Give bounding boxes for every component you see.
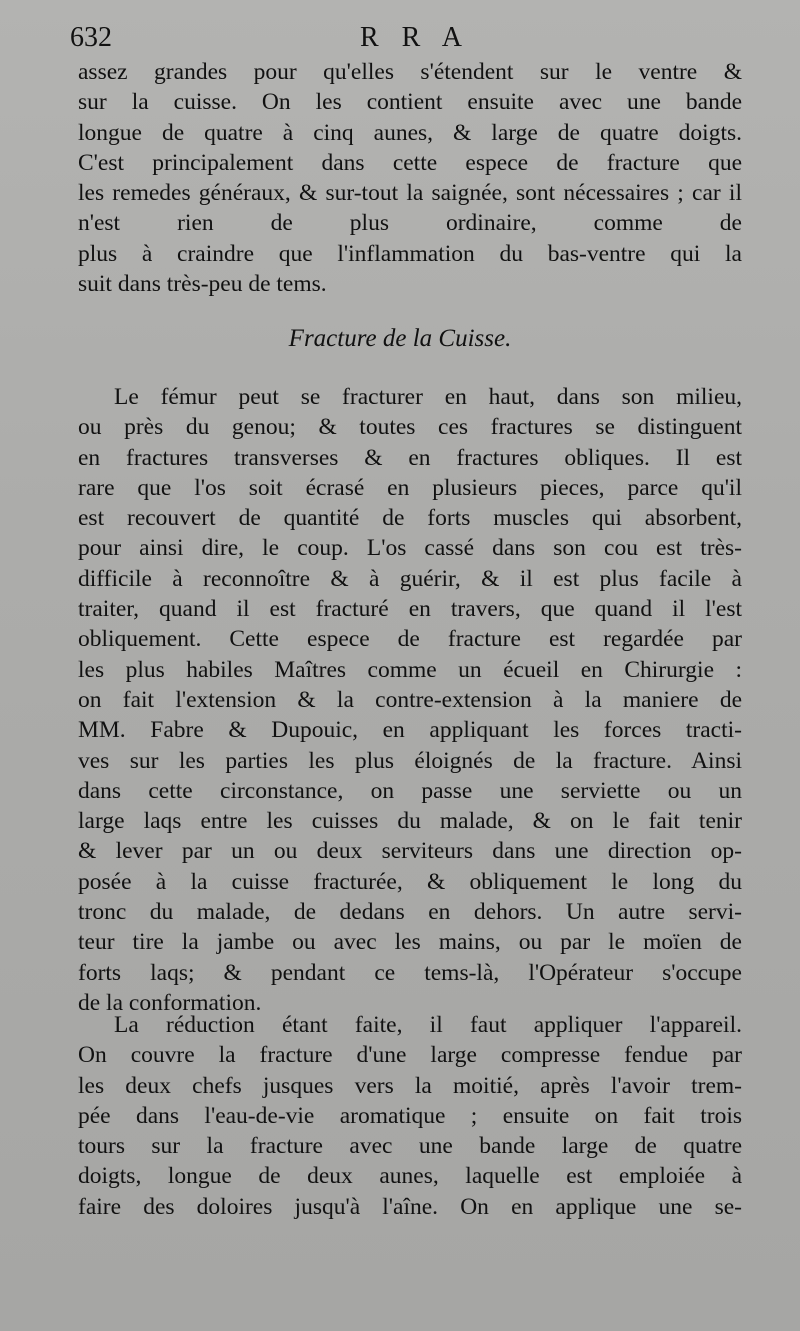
- text-line: MM. Fabre & Dupouic, en appliquant les forces tracti-: [78, 717, 742, 744]
- text-line: La réduction étant faite, il faut appliquer l'appareil.: [114, 1012, 742, 1038]
- text-line: on fait l'extension & la contre-extension à la maniere de: [78, 686, 742, 713]
- paragraph-2: [78, 382, 742, 1018]
- text-line: posée à la cuisse fracturée, & obliquement le long du: [78, 868, 742, 895]
- text-line: sur la cuisse. On les contient ensuite avec une bande: [78, 89, 742, 116]
- text-line: traiter, quand il est fracturé en travers, que quand il l'est: [78, 596, 742, 623]
- text-line: difficile à reconnoître & à guérir, & il est plus facile à: [78, 565, 742, 592]
- text-line: de la conformation.: [78, 989, 262, 1016]
- text-line: ves sur les parties les plus éloignés de la fracture. Ainsi: [78, 747, 742, 774]
- text-line: les remedes généraux, & sur-tout la saignée, sont nécessaires ; car il n'est rien de plus ordinaire, comme de: [78, 180, 742, 237]
- text-line: les deux chefs jusques vers la moitié, après l'avoir trem-: [78, 1072, 742, 1099]
- text-line: rare que l'os soit écrasé en plusieurs pieces, parce qu'il: [78, 474, 742, 501]
- text-line: tours sur la fracture avec une bande large de quatre: [78, 1133, 742, 1160]
- text-line: large laqs entre les cuisses du malade, & on le fait tenir: [78, 808, 742, 835]
- paragraph-3: [78, 1010, 742, 1222]
- text-line: doigts, longue de deux aunes, laquelle est emploiée à: [78, 1163, 742, 1190]
- text-line: Le fémur peut se fracturer en haut, dans son milieu,: [114, 384, 742, 410]
- paragraph-1: [78, 57, 742, 299]
- text-line: pour ainsi dire, le coup. L'os cassé dans son cou est très-: [78, 535, 742, 562]
- text-line: dans cette circonstance, on passe une serviette ou un: [78, 777, 742, 804]
- text-line: en fractures transverses & en fractures obliques. Il est: [78, 444, 742, 471]
- text-line: C'est principalement dans cette espece de fracture que: [78, 149, 742, 176]
- text-line: les plus habiles Maîtres comme un écueil en Chirurgie :: [78, 656, 742, 683]
- text-line: obliquement. Cette espece de fracture est regardée par: [78, 626, 742, 653]
- page-number: 632: [70, 22, 112, 53]
- text-line: plus à craindre que l'inflammation du bas-ventre qui la: [78, 240, 742, 267]
- text-line: assez grandes pour qu'elles s'étendent sur le ventre &: [78, 59, 742, 85]
- text-line: faire des doloires jusqu'à l'aîne. On en applique une se-: [78, 1193, 742, 1220]
- running-head: R R A: [360, 22, 471, 53]
- text-line: est recouvert de quantité de forts muscles qui absorbent,: [78, 505, 742, 532]
- text-line: & lever par un ou deux serviteurs dans une direction op-: [78, 838, 742, 865]
- text-line: tronc du malade, de dedans en dehors. Un autre servi-: [78, 899, 742, 926]
- text-line: suit dans très-peu de tems.: [78, 271, 327, 298]
- text-line: ou près du genou; & toutes ces fractures se distinguent: [78, 414, 742, 441]
- page-header: [70, 22, 750, 56]
- section-title: Fracture de la Cuisse.: [288, 325, 512, 352]
- text-line: pée dans l'eau-de-vie aromatique ; ensuite on fait trois: [78, 1102, 742, 1129]
- text-line: forts laqs; & pendant ce tems-là, l'Opérateur s'occupe: [78, 959, 742, 986]
- text-line: longue de quatre à cinq aunes, & large de quatre doigts.: [78, 119, 742, 146]
- text-line: teur tire la jambe ou avec les mains, ou par le moïen de: [78, 929, 742, 956]
- text-line: On couvre la fracture d'une large compresse fendue par: [78, 1042, 742, 1069]
